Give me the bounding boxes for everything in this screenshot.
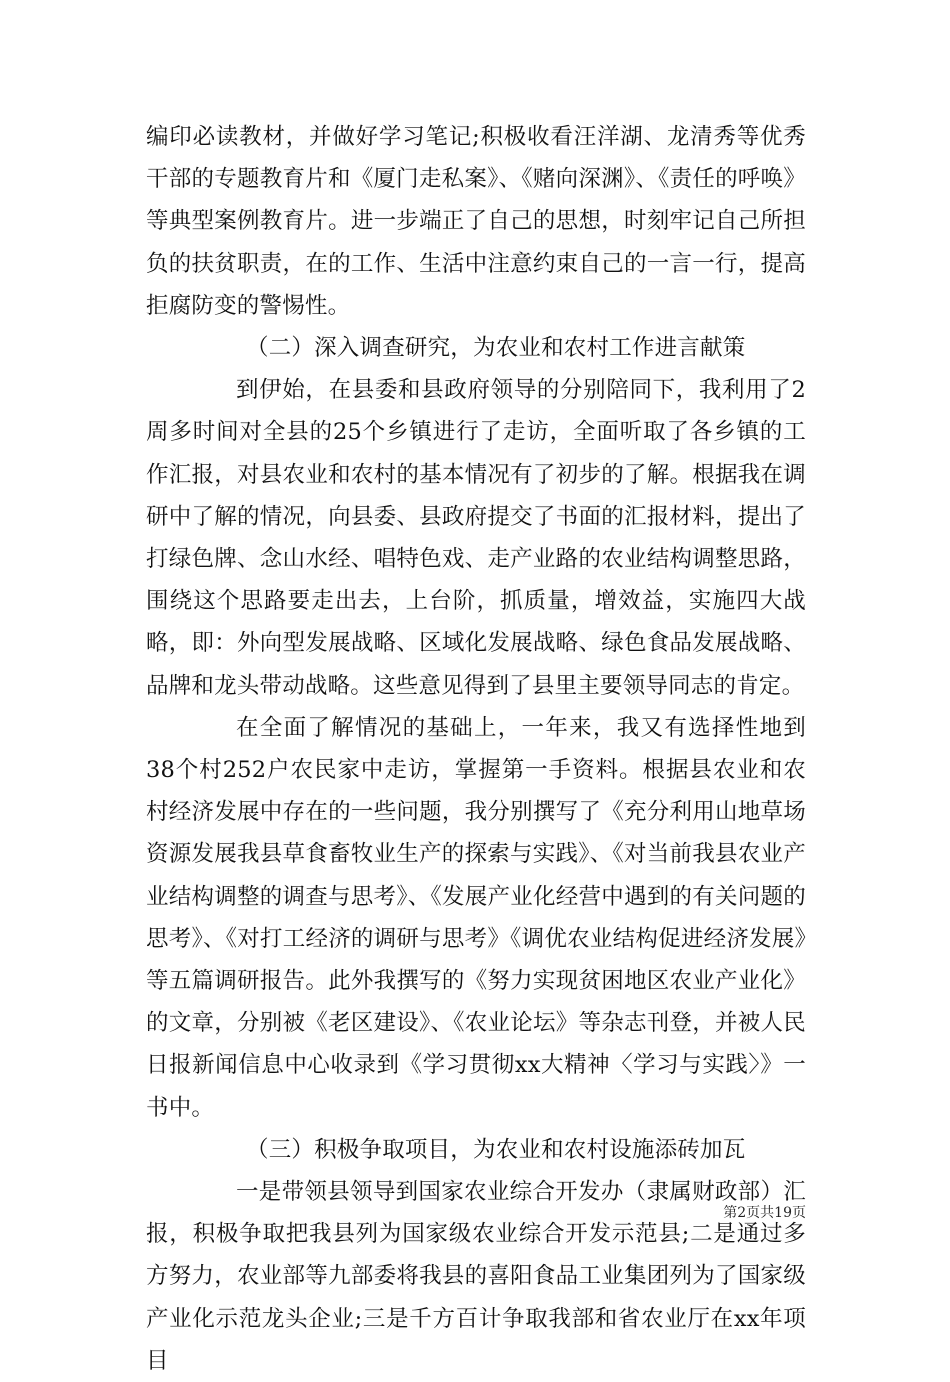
paragraph-research-reports: 在全面了解情况的基础上，一年来，我又有选择性地到38个村252户农民家中走访，掌握第一手资料。根据县农业和农村经济发展中存在的一些问题，我分别撰写了《充分利用山地草场资源发展我县草食畜牧业生产的探索与实践》、《对当前我县农业产业结构调整的调查与思考》、《发展产业化经营中遇到的有关问题的思考》、《对打工经济的调研与思考》《调优农业结构促进经济发展》等五篇调研报告。此外我撰写的《努力实现贫困地区农业产业化》的文章，分别被《老区建设》、《农业论坛》等杂志刊登，并被人民日报新闻信息中心收录到《学习贯彻xx大精神〈学习与实践〉》一书中。 — [146, 714, 806, 1121]
section-heading-three: （三）积极争取项目，为农业和农村设施添砖加瓦 — [246, 1136, 746, 1163]
document-page — [146, 116, 806, 1382]
page-number-footer: 第2页共19页 — [723, 1205, 806, 1221]
section-heading-two: （二）深入调查研究，为农业和农村工作进言献策 — [246, 335, 746, 362]
paragraph-projects: 一是带领县领导到国家农业综合开发办（隶属财政部）汇报，积极争取把我县列为国家级农业综合开发示范县;二是通过多方努力，农业部等九部委将我县的喜阳食品工业集团列为了国家级产业化示范龙头企业;三是千方百计争取我部和省农业厅在xx年项目 — [146, 1179, 806, 1374]
paragraph-continuation: 编印必读教材，并做好学习笔记;积极收看汪洋湖、龙清秀等优秀干部的专题教育片和《厦门走私案》、《赌向深渊》、《责任的呼唤》等典型案例教育片。进一步端正了自己的思想，时刻牢记自己所担负的扶贫职责，在的工作、生活中注意约束自己的一言一行，提高拒腐防变的警惕性。 — [146, 124, 806, 319]
paragraph-research-visits: 到伊始，在县委和县政府领导的分别陪同下，我利用了2周多时间对全县的25个乡镇进行了走访，全面听取了各乡镇的工作汇报，对县农业和农村的基本情况有了初步的了解。根据我在调研中了解的情况，向县委、县政府提交了书面的汇报材料，提出了打绿色牌、念山水经、唱特色戏、走产业路的农业结构调整思路，围绕这个思路要走出去，上台阶，抓质量，增效益，实施四大战略，即：外向型发展战略、区域化发展战略、绿色食品发展战略、品牌和龙头带动战略。这些意见得到了县里主要领导同志的肯定。 — [146, 377, 806, 699]
